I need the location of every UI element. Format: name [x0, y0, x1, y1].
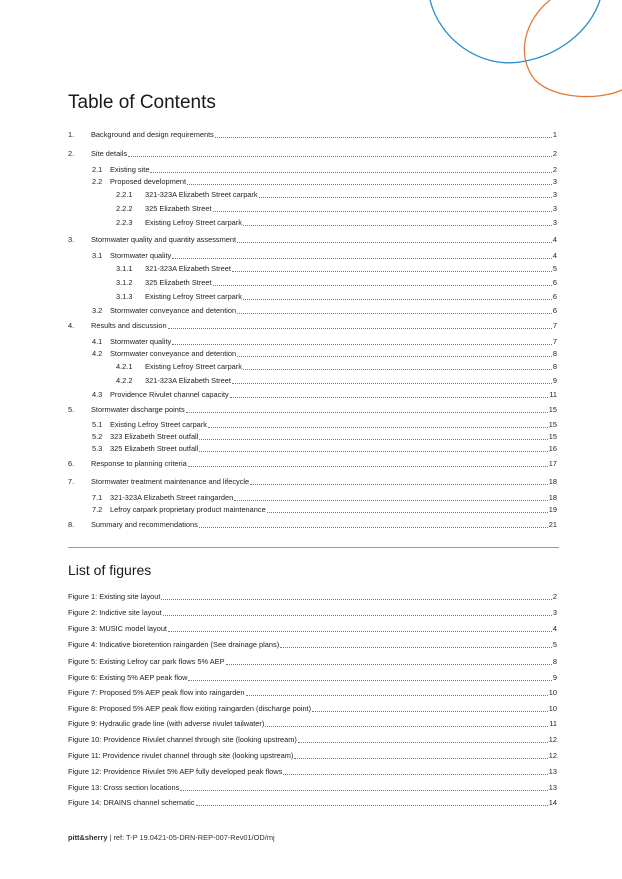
toc-entry[interactable]	[92, 504, 557, 515]
toc-entry-number: 3.1.2	[116, 278, 133, 287]
toc-entry[interactable]	[92, 419, 557, 430]
figure-entry-page: 12	[548, 735, 557, 744]
figure-entry[interactable]	[68, 656, 557, 667]
figure-entry-title: Figure 13: Cross section locations	[68, 783, 180, 792]
figure-entry[interactable]	[68, 703, 557, 714]
toc-entry-title: Results and discussion	[91, 321, 167, 330]
dot-leader	[237, 242, 552, 243]
toc-entry-page: 6	[552, 278, 557, 287]
figure-entry[interactable]	[68, 718, 557, 729]
toc-entry-page: 4	[552, 235, 557, 244]
dot-leader	[196, 805, 548, 806]
figure-entry[interactable]	[68, 782, 557, 793]
dot-leader	[237, 356, 552, 357]
toc-entry-page: 8	[552, 349, 557, 358]
toc-entry[interactable]	[92, 443, 557, 454]
toc-entry[interactable]	[116, 375, 557, 386]
figure-entry-title: Figure 14: DRAINS channel schematic	[68, 798, 195, 807]
toc-entry-page: 17	[548, 459, 557, 468]
toc-entry-number: 3.2	[92, 306, 103, 315]
toc-entry-title: Summary and recommendations	[91, 520, 198, 529]
toc-entry-page: 15	[548, 432, 557, 441]
figure-entry-title: Figure 10: Providence Rivulet channel through site (looking upstream)	[68, 735, 297, 744]
toc-entry-title: Stormwater conveyance and detention	[110, 349, 237, 358]
dot-leader	[215, 137, 552, 138]
toc-entry-page: 15	[548, 420, 557, 429]
toc-entry[interactable]	[68, 476, 557, 487]
toc-entry[interactable]	[68, 404, 557, 415]
toc-entry-number: 3.1	[92, 251, 103, 260]
toc-entry-page: 1	[552, 130, 557, 139]
dot-leader	[243, 225, 552, 226]
toc-entry-page: 18	[548, 477, 557, 486]
toc-entry-title: Proposed development	[110, 177, 187, 186]
dot-leader	[168, 328, 552, 329]
figure-entry-page: 11	[549, 719, 557, 728]
toc-entry-number: 7.2	[92, 505, 103, 514]
figures-heading: List of figures	[68, 562, 152, 578]
toc-entry-title: Existing Lefroy Street carpark	[110, 420, 207, 429]
toc-heading: Table of Contents	[68, 92, 216, 113]
toc-entry-page: 5	[552, 264, 557, 273]
toc-entry[interactable]	[92, 176, 557, 187]
toc-entry-number: 2.1	[92, 165, 103, 174]
toc-entry-page: 3	[552, 190, 557, 199]
figure-entry[interactable]	[68, 687, 557, 698]
toc-entry-page: 4	[552, 251, 557, 260]
figure-entry-page: 10	[548, 688, 557, 697]
dot-leader	[150, 172, 551, 173]
dot-leader	[243, 369, 552, 370]
dot-leader	[199, 451, 547, 452]
dot-leader	[208, 427, 548, 428]
toc-entry-page: 15	[548, 405, 557, 414]
toc-entry-number: 6.	[68, 459, 75, 468]
toc-entry-number: 8.	[68, 520, 75, 529]
toc-entry[interactable]	[116, 189, 557, 200]
toc-entry-title: Existing Lefroy Street carpark	[145, 292, 242, 301]
toc-entry-title: 321-323A Elizabeth Street carpark	[145, 190, 258, 199]
toc-entry-number: 5.2	[92, 432, 103, 441]
toc-entry-number: 7.	[68, 477, 75, 486]
toc-entry-page: 6	[552, 292, 557, 301]
dot-leader	[163, 615, 552, 616]
toc-entry-number: 3.1.3	[116, 292, 133, 301]
toc-entry[interactable]	[92, 305, 557, 316]
figure-entry-page: 10	[548, 704, 557, 713]
dot-leader	[172, 258, 552, 259]
toc-entry-page: 16	[548, 444, 557, 453]
dot-leader	[267, 512, 548, 513]
figure-entry-title: Figure 9: Hydraulic grade line (with adverse rivulet tailwater)	[68, 719, 265, 728]
toc-entry-number: 4.	[68, 321, 75, 330]
dot-leader	[237, 313, 552, 314]
toc-entry-number: 3.	[68, 235, 75, 244]
toc-entry-page: 3	[552, 204, 557, 213]
toc-entry-number: 2.2.1	[116, 190, 133, 199]
toc-entry-title: Existing Lefroy Street carpark	[145, 362, 242, 371]
toc-entry[interactable]	[116, 203, 557, 214]
toc-entry-title: Stormwater quality and quantity assessment	[91, 235, 237, 244]
toc-entry[interactable]	[116, 291, 557, 302]
dot-leader	[186, 412, 548, 413]
dot-leader	[280, 647, 552, 648]
toc-entry[interactable]	[68, 234, 557, 245]
toc-entry[interactable]	[92, 348, 557, 359]
toc-entry[interactable]	[92, 336, 557, 347]
toc-entry-number: 2.2	[92, 177, 103, 186]
dot-leader	[128, 156, 552, 157]
toc-entry-number: 1.	[68, 130, 75, 139]
dot-leader	[199, 439, 547, 440]
toc-entry[interactable]	[116, 263, 557, 274]
dot-leader	[243, 299, 552, 300]
figure-entry-page: 12	[548, 751, 557, 760]
dot-leader	[187, 184, 552, 185]
toc-entry-page: 21	[548, 520, 557, 529]
dot-leader	[180, 790, 547, 791]
figure-entry[interactable]	[68, 672, 557, 683]
toc-entry-title: Providence Rivulet channel capacity	[110, 390, 229, 399]
figure-entry-page: 8	[552, 657, 557, 666]
dot-leader	[234, 500, 548, 501]
figure-entry-page: 13	[548, 783, 557, 792]
blue-arc	[430, 0, 600, 63]
toc-entry[interactable]	[92, 492, 557, 503]
toc-entry-number: 4.2.1	[116, 362, 133, 371]
toc-entry[interactable]	[68, 148, 557, 159]
toc-entry-title: 325 Elizabeth Street	[145, 204, 212, 213]
figure-entry-title: Figure 5: Existing Lefroy car park flows 5% AEP	[68, 657, 225, 666]
figure-entry-page: 3	[552, 608, 557, 617]
toc-entry-title: 325 Elizabeth Street outfall	[110, 444, 199, 453]
figure-entry-page: 9	[552, 673, 557, 682]
toc-entry-title: Stormwater treatment maintenance and lifecycle	[91, 477, 250, 486]
toc-entry-title: Site details	[91, 149, 128, 158]
dot-leader	[294, 758, 547, 759]
toc-entry-number: 2.2.2	[116, 204, 133, 213]
toc-entry-number: 4.2.2	[116, 376, 133, 385]
toc-entry[interactable]	[68, 320, 557, 331]
figure-entry-title: Figure 1: Existing site layout	[68, 592, 161, 601]
figure-entry-title: Figure 12: Providence Rivulet 5% AEP fully developed peak flows	[68, 767, 283, 776]
figure-entry-title: Figure 11: Providence rivulet channel through site (looking upstream)	[68, 751, 294, 760]
dot-leader	[199, 527, 548, 528]
toc-entry-page: 19	[548, 505, 557, 514]
toc-entry-title: Existing Lefroy Street carpark	[145, 218, 242, 227]
toc-entry[interactable]	[68, 458, 557, 469]
dot-leader	[232, 383, 552, 384]
dot-leader	[213, 211, 552, 212]
figure-entry-page: 14	[548, 798, 557, 807]
dot-leader	[161, 599, 551, 600]
dot-leader	[230, 397, 549, 398]
toc-entry-title: Response to planning criteria	[91, 459, 187, 468]
dot-leader	[259, 197, 552, 198]
dot-leader	[298, 742, 548, 743]
toc-entry[interactable]	[92, 250, 557, 261]
toc-entry[interactable]	[92, 431, 557, 442]
toc-entry[interactable]	[92, 389, 557, 400]
toc-entry-page: 18	[548, 493, 557, 502]
toc-entry-title: Existing site	[110, 165, 150, 174]
toc-entry-page: 7	[552, 337, 557, 346]
footer-ref: | ref: T-P 19.0421-05-DRN-REP-007-Rev01/OD/mj	[107, 833, 275, 842]
toc-entry-title: Stormwater discharge points	[91, 405, 185, 414]
toc-entry-title: 321-323A Elizabeth Street	[145, 264, 231, 273]
toc-entry-title: Background and design requirements	[91, 130, 214, 139]
figure-entry-title: Figure 7: Proposed 5% AEP peak flow into raingarden	[68, 688, 245, 697]
toc-entry-number: 2.2.3	[116, 218, 133, 227]
dot-leader	[232, 271, 552, 272]
figure-entry-page: 2	[552, 592, 557, 601]
page-footer	[68, 833, 275, 842]
toc-entry-title: Lefroy carpark proprietary product maintenance	[110, 505, 266, 514]
toc-entry[interactable]	[116, 361, 557, 372]
toc-entry-title: 321-323A Elizabeth Street	[145, 376, 231, 385]
figure-entry-page: 13	[548, 767, 557, 776]
toc-entry-page: 3	[552, 218, 557, 227]
dot-leader	[312, 711, 548, 712]
dot-leader	[250, 484, 548, 485]
toc-entry-number: 3.1.1	[116, 264, 133, 273]
toc-entry-page: 2	[552, 149, 557, 158]
figure-entry[interactable]	[68, 750, 557, 761]
dot-leader	[168, 631, 552, 632]
toc-entry-number: 5.	[68, 405, 75, 414]
toc-entry-number: 4.1	[92, 337, 103, 346]
dot-leader	[246, 695, 548, 696]
figure-entry-title: Figure 4: Indicative bioretention raingarden (See drainage plans)	[68, 640, 280, 649]
figure-entry[interactable]	[68, 623, 557, 634]
figure-entry-title: Figure 8: Proposed 5% AEP peak flow exiting raingarden (discharge point)	[68, 704, 312, 713]
dot-leader	[188, 680, 551, 681]
figure-entry[interactable]	[68, 639, 557, 650]
dot-leader	[213, 285, 552, 286]
footer-brand: pitt&sherry	[68, 833, 108, 842]
figure-entry[interactable]	[68, 766, 557, 777]
figure-entry[interactable]	[68, 797, 557, 808]
toc-entry[interactable]	[116, 217, 557, 228]
dot-leader	[188, 466, 548, 467]
orange-arc	[524, 0, 622, 97]
dot-leader	[283, 774, 547, 775]
toc-entry-page: 7	[552, 321, 557, 330]
toc-entry-page: 8	[552, 362, 557, 371]
toc-entry-number: 4.2	[92, 349, 103, 358]
toc-entry[interactable]	[68, 519, 557, 530]
figure-entry-title: Figure 3: MUSIC model layout	[68, 624, 167, 633]
toc-entry-title: Stormwater quality	[110, 337, 172, 346]
figure-entry-title: Figure 2: Indictive site layout	[68, 608, 162, 617]
figure-entry-title: Figure 6: Existing 5% AEP peak flow	[68, 673, 188, 682]
toc-entry-page: 6	[552, 306, 557, 315]
toc-entry[interactable]	[92, 164, 557, 175]
toc-entry-number: 2.	[68, 149, 75, 158]
toc-entry-title: Stormwater conveyance and detention	[110, 306, 237, 315]
dot-leader	[226, 664, 552, 665]
figure-entry-page: 5	[552, 640, 557, 649]
dot-leader	[265, 726, 548, 727]
toc-entry-page: 2	[552, 165, 557, 174]
toc-entry-title: Stormwater quality	[110, 251, 172, 260]
toc-entry-page: 9	[552, 376, 557, 385]
toc-entry[interactable]	[68, 129, 557, 140]
figure-entry-page: 4	[552, 624, 557, 633]
figure-entry[interactable]	[68, 734, 557, 745]
toc-entry-number: 5.1	[92, 420, 103, 429]
section-divider	[68, 547, 559, 548]
toc-entry-title: 325 Elizabeth Street	[145, 278, 212, 287]
figure-entry[interactable]	[68, 591, 557, 602]
toc-entry-number: 7.1	[92, 493, 103, 502]
toc-entry-page: 11	[549, 390, 557, 399]
toc-entry[interactable]	[116, 277, 557, 288]
dot-leader	[172, 344, 552, 345]
toc-entry-number: 4.3	[92, 390, 103, 399]
toc-entry-number: 5.3	[92, 444, 103, 453]
toc-entry-title: 321-323A Elizabeth Street raingarden	[110, 493, 234, 502]
toc-entry-page: 3	[552, 177, 557, 186]
figure-entry[interactable]	[68, 607, 557, 618]
toc-entry-title: 323 Elizabeth Street outfall	[110, 432, 199, 441]
